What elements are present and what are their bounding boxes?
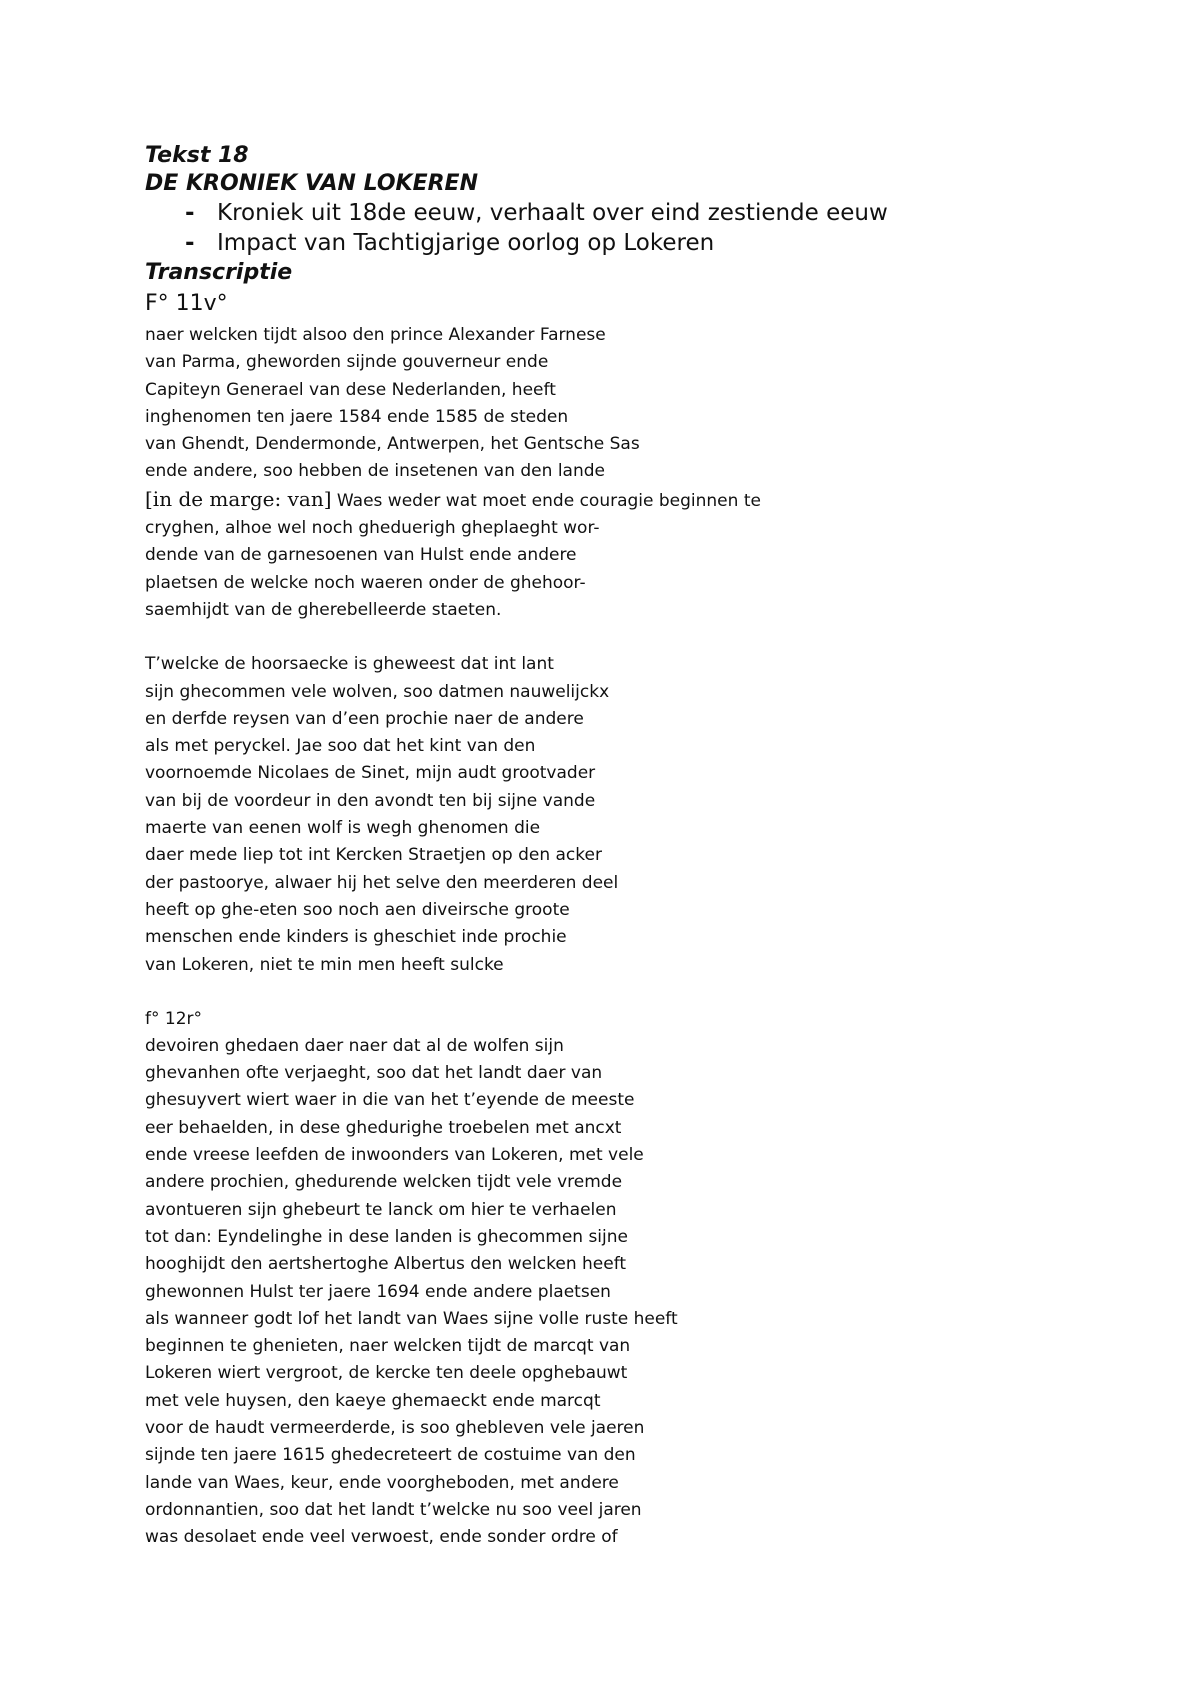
text-line: sijn ghecommen vele wolven, soo datmen nauwelijckx [145,681,610,702]
text-line: voor de haudt vermeerderde, is soo ghebleven vele jaeren [145,1417,645,1438]
text-line: sijnde ten jaere 1615 ghedecreteert de costuime van den [145,1445,636,1466]
text-line: ghewonnen Hulst ter jaere 1694 ende andere plaetsen [145,1281,611,1302]
text-line: Capiteyn Generael van dese Nederlanden, heeft [145,379,556,400]
text-line: voornoemde Nicolaes de Sinet, mijn audt grootvader [145,763,596,784]
text-line: ende andere, soo hebben de insetenen van den lande [145,461,605,482]
paragraph-2 [145,651,1045,979]
bullet-item: - Impact van Tachtigjarige oorlog op Lokeren [185,228,1045,258]
paragraph-1 [145,322,1045,624]
text-line: devoiren ghedaen daer naer dat al de wolfen sijn [145,1035,564,1056]
folio-label: f° 12r° [145,1008,203,1029]
text-line: van Ghendt, Dendermonde, Antwerpen, het Gentsche Sas [145,434,640,455]
margin-note: [in de marge: van] [145,486,332,511]
text-line: cryghen, alhoe wel noch gheduerigh gheplaeght wor- [145,518,600,539]
text-line: ghevanhen ofte verjaeght, soo dat het landt daer van [145,1063,603,1084]
text-line: Lokeren wiert vergroot, de kercke ten deele opghebauwt [145,1363,628,1384]
text-line: der pastoorye, alwaer hij het selve den meerderen deel [145,872,619,893]
text-line: heeft op ghe-eten soo noch aen diveirsche groote [145,899,570,920]
bullet-item: - Kroniek uit 18de eeuw, verhaalt over eind zestiende eeuw [185,198,1045,228]
text-line: van bij de voordeur in den avondt ten bij sijne vande [145,790,596,811]
text-line: als met peryckel. Jae soo dat het kint van den [145,736,536,757]
text-line: ghesuyvert wiert waer in die van het t’eyende de meeste [145,1090,635,1111]
text-line: maerte van eenen wolf is wegh ghenomen die [145,818,541,839]
paragraph-gap [145,979,1045,1006]
text-line: naer welcken tijdt alsoo den prince Alexander Farnese [145,325,606,345]
document-content [145,142,1045,1551]
text-line: hooghijdt den aertshertoghe Albertus den welcken heeft [145,1254,627,1275]
text-line: en derfde reysen van d’een prochie naer de andere [145,708,584,729]
text-line: lande van Waes, keur, ende voorgheboden, met andere [145,1472,619,1493]
text-line-with-margin-note [145,486,1045,515]
text-line: ordonnantien, soo dat het landt t’welcke nu soo veel jaren [145,1499,642,1520]
text-line: daer mede liep tot int Kercken Straetjen op den acker [145,845,602,866]
transcription-heading: Transcriptie [145,260,293,285]
text-line: van Lokeren, niet te min men heeft sulcke [145,954,504,975]
text-line: T’welcke de hoorsaecke is gheweest dat int lant [145,654,554,675]
text-line: van Parma, gheworden sijnde gouverneur ende [145,352,549,373]
text-line: saemhijdt van de gherebelleerde staeten. [145,599,502,620]
text-line: eer behaelden, in dese ghedurighe troebelen met ancxt [145,1117,622,1138]
paragraph-gap [145,624,1045,651]
text-line: dende van de garnesoenen van Hulst ende andere [145,545,577,566]
text-line: inghenomen ten jaere 1584 ende 1585 de steden [145,406,569,427]
paragraph-3 [145,1033,1045,1552]
text-line: was desolaet ende veel verwoest, ende sonder ordre of [145,1527,618,1548]
document-title: DE KRONIEK VAN LOKEREN [145,171,478,196]
text-line: beginnen te ghenieten, naer welcken tijdt de marcqt van [145,1336,631,1357]
text-line: ende vreese leefden de inwoonders van Lokeren, met vele [145,1145,644,1166]
text-line: andere prochien, ghedurende welcken tijdt vele vremde [145,1172,623,1193]
text-number: Tekst 18 [145,143,249,168]
text-line-rest: Waes weder wat moet ende couragie beginnen te [331,490,761,511]
summary-bullets [145,198,1045,258]
text-line: menschen ende kinders is gheschiet inde prochie [145,927,567,948]
text-line: met vele huysen, den kaeye ghemaeckt ende marcqt [145,1390,601,1411]
folio-label: F° 11v° [145,291,228,316]
text-line: als wanneer godt lof het landt van Waes sijne volle ruste heeft [145,1308,678,1329]
text-line: plaetsen de welcke noch waeren onder de ghehoor- [145,572,586,593]
text-line: avontueren sijn ghebeurt te lanck om hier te verhaelen [145,1199,617,1220]
text-line: tot dan: Eyndelinghe in dese landen is ghecommen sijne [145,1226,628,1247]
